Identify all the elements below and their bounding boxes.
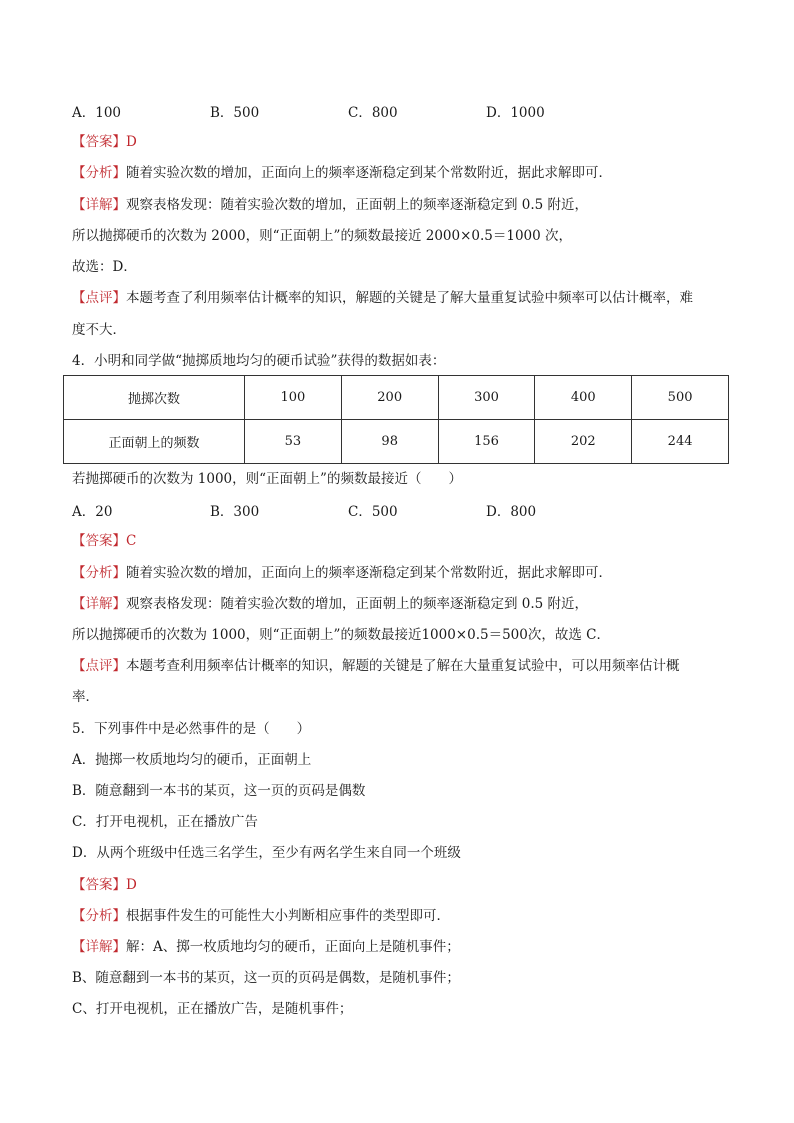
comment-text: 本题考查利用频率估计概率的知识，解题的关键是了解在大量重复试验中，可以用频率估计概 [126, 658, 680, 674]
q5-answer [72, 875, 137, 895]
q4-question: 若抛掷硬币的次数为 1000，则“正面朝上”的频数最接近（ ） [72, 471, 462, 487]
q5-option-c: C．打开电视机，正在播放广告 [72, 814, 258, 830]
detail-text: 解：A、掷一枚质地均匀的硬币，正面向上是随机事件； [126, 939, 460, 955]
comment-tag: 【点评】 [72, 290, 126, 306]
comment-text: 本题考查了利用频率估计概率的知识，解题的关键是了解大量重复试验中频率可以估计概率，难 [126, 290, 693, 306]
analysis-tag: 【分析】 [72, 908, 126, 924]
q3-option-c: C．800 [348, 105, 398, 121]
q4-detail-line-2: 所以抛掷硬币的次数为 1000，则“正面朝上”的频数最接近1000×0.5＝500次，故选 C． [72, 627, 610, 643]
answer-tag: 【答案】 [72, 533, 126, 549]
table-row [64, 376, 729, 420]
detail-text: 观察表格发现：随着实验次数的增加，正面朝上的频率逐渐稳定到 0.5 附近， [126, 197, 589, 213]
q4-comment [72, 656, 680, 676]
q3-detail-line-2: 所以抛掷硬币的次数为 2000，则“正面朝上”的频数最接近 2000×0.5＝1000 次， [72, 228, 573, 244]
q5-detail-line-3: C、打开电视机，正在播放广告，是随机事件； [72, 1001, 353, 1017]
q5-stem: 5．下列事件中是必然事件的是（ ） [72, 721, 311, 737]
q4-detail [72, 594, 588, 614]
q4-data-table [63, 375, 729, 464]
detail-tag: 【详解】 [72, 596, 126, 612]
analysis-tag: 【分析】 [72, 565, 126, 581]
table-cell: 400 [535, 376, 632, 420]
q5-option-a: A．抛掷一枚质地均匀的硬币，正面朝上 [72, 752, 312, 768]
answer-value: C [126, 533, 137, 549]
q3-analysis [72, 163, 612, 183]
detail-tag: 【详解】 [72, 197, 126, 213]
q5-option-b: B．随意翻到一本书的某页，这一页的页码是偶数 [72, 783, 366, 799]
q4-analysis [72, 563, 612, 583]
q5-detail-line-2: B、随意翻到一本书的某页，这一页的页码是偶数，是随机事件； [72, 970, 460, 986]
detail-tag: 【详解】 [72, 939, 126, 955]
table-cell: 300 [438, 376, 535, 420]
answer-tag: 【答案】 [72, 877, 126, 893]
table-cell: 202 [535, 420, 632, 464]
table-cell: 200 [341, 376, 438, 420]
detail-text: 观察表格发现：随着实验次数的增加，正面朝上的频率逐渐稳定到 0.5 附近， [126, 596, 589, 612]
q3-detail [72, 195, 588, 215]
table-row [64, 420, 729, 464]
table-row-header: 正面朝上的频数 [64, 420, 245, 464]
q3-option-b: B．500 [210, 105, 260, 121]
table-cell: 100 [245, 376, 342, 420]
table-cell: 53 [245, 420, 342, 464]
table-cell: 244 [632, 420, 729, 464]
answer-value: D [126, 877, 137, 893]
table-cell: 98 [341, 420, 438, 464]
analysis-tag: 【分析】 [72, 165, 126, 181]
q5-option-d: D．从两个班级中任选三名学生，至少有两名学生来自同一个班级 [72, 845, 461, 861]
q3-comment-line-2: 度不大． [72, 322, 126, 338]
q4-stem: 4．小明和同学做“抛掷质地均匀的硬币试验”获得的数据如表： [72, 353, 446, 369]
table-cell: 156 [438, 420, 535, 464]
q3-answer [72, 132, 137, 152]
q3-option-d: D．1000 [486, 105, 545, 121]
comment-tag: 【点评】 [72, 658, 126, 674]
q4-option-c: C．500 [348, 504, 398, 520]
answer-tag: 【答案】 [72, 134, 126, 150]
analysis-text: 随着实验次数的增加，正面向上的频率逐渐稳定到某个常数附近，据此求解即可． [126, 165, 612, 181]
table-row-header: 抛掷次数 [64, 376, 245, 420]
q4-option-d: D．800 [486, 504, 537, 520]
q5-analysis [72, 906, 450, 926]
q3-option-a: A．100 [72, 105, 122, 121]
q4-comment-line-2: 率． [72, 689, 99, 705]
q5-detail [72, 937, 460, 957]
q3-comment [72, 288, 693, 308]
q4-option-b: B．300 [210, 504, 260, 520]
analysis-text: 随着实验次数的增加，正面向上的频率逐渐稳定到某个常数附近，据此求解即可． [126, 565, 612, 581]
q4-answer [72, 531, 136, 551]
analysis-text: 根据事件发生的可能性大小判断相应事件的类型即可． [126, 908, 450, 924]
q4-option-a: A．20 [72, 504, 113, 520]
q3-detail-line-3: 故选：D． [72, 259, 137, 275]
table-cell: 500 [632, 376, 729, 420]
answer-value: D [126, 134, 137, 150]
